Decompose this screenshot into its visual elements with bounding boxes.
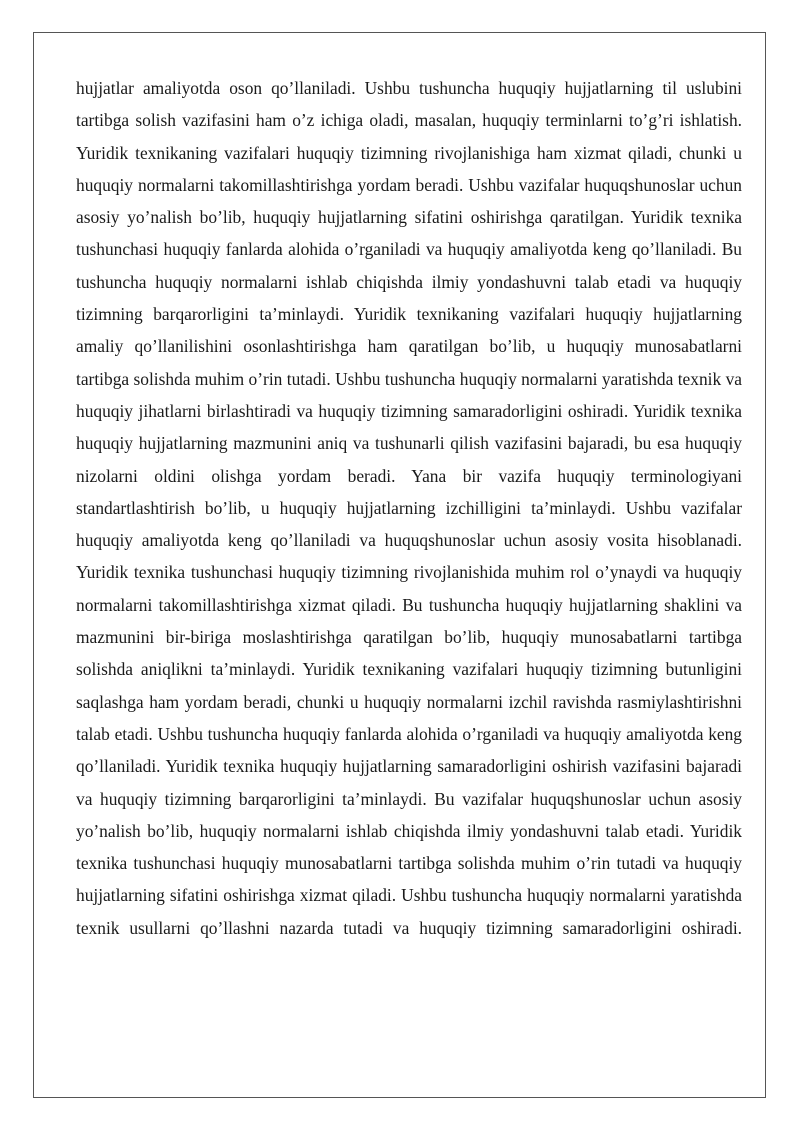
body-paragraph: hujjatlar amaliyotda oson qo’llaniladi. Ushbu tushuncha huquqiy hujjatlarning til uslubini tartibga solish vazifasini ham o’z ichiga oladi, masalan, huquqiy terminlarni to’g’ri ishlatish. Yuridik texnikaning vazifalari huquqiy tizimning rivojlanishiga ham xizmat qiladi, chunki u huquqiy normalarni takomillashtirishga yordam beradi. Ushbu vazifalar huquqshunoslar uchun asosiy yo’nalish bo’lib, huquqiy hujjatlarning sifatini oshirishga qaratilgan. Yuridik texnika tushunchasi huquqiy fanlarda alohida o’rganiladi va huquqiy amaliyotda keng qo’llaniladi. Bu tushuncha huquqiy normalarni ishlab chiqishda ilmiy yondashuvni talab etadi va huquqiy tizimning barqarorligini ta’minlaydi. Yuridik texnikaning vazifalari huquqiy hujjatlarning amaliy qo’llanilishini osonlashtirishga ham qaratilgan bo’lib, u huquqiy munosabatlarni tartibga solishda muhim o’rin tutadi. Ushbu tushuncha huquqiy normalarni yaratishda texnik va huquqiy jihatlarni birlashtiradi va huquqiy tizimning samaradorligini oshiradi. Yuridik texnika huquqiy hujjatlarning mazmunini aniq va tushunarli qilish vazifasini bajaradi, bu esa huquqiy nizolarni oldini olishga yordam beradi. Yana bir vazifa huquqiy terminologiyani standartlashtirish bo’lib, u huquqiy hujjatlarning izchilligini ta’minlaydi. Ushbu vazifalar huquqiy amaliyotda keng qo’llaniladi va huquqshunoslar uchun asosiy vosita hisoblanadi. Yuridik texnika tushunchasi huquqiy tizimning rivojlanishida muhim rol o’ynaydi va huquqiy normalarni takomillashtirishga xizmat qiladi. Bu tushuncha huquqiy hujjatlarning shaklini va mazmunini bir-biriga moslashtirishga qaratilgan bo’lib, huquqiy munosabatlarni tartibga solishda aniqlikni ta’minlaydi. Yuridik texnikaning vazifalari huquqiy tizimning butunligini saqlashga ham yordam beradi, chunki u huquqiy normalarni izchil ravishda rasmiylashtirishni talab etadi. Ushbu tushuncha huquqiy fanlarda alohida o’rganiladi va huquqiy amaliyotda keng qo’llaniladi. Yuridik texnika huquqiy hujjatlarning samaradorligini oshirish vazifasini bajaradi va huquqiy tizimning barqarorligini ta’minlaydi. Bu vazifalar huquqshunoslar uchun asosiy yo’nalish bo’lib, huquqiy normalarni ishlab chiqishda ilmiy yondashuvni talab etadi. Yuridik texnika tushunchasi huquqiy munosabatlarni tartibga solishda muhim o’rin tutadi va huquqiy hujjatlarning sifatini oshirishga xizmat qiladi. Ushbu tushuncha huquqiy normalarni yaratishda texnik usullarni qo’llashni nazarda tutadi va huquqiy tizimning samaradorligini oshiradi.	[76, 78, 742, 938]
